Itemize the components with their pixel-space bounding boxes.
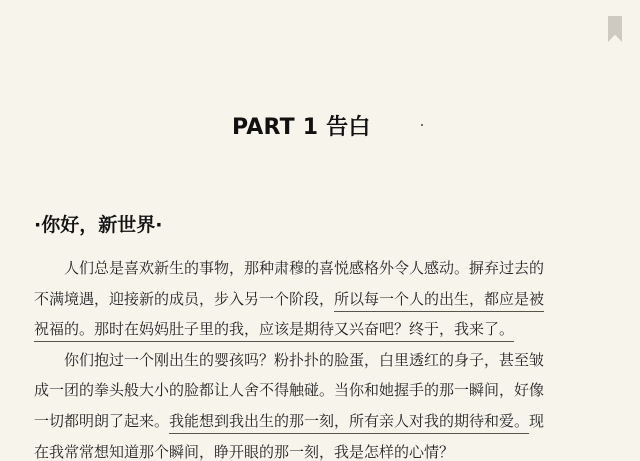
paragraph-1-line-2-plain: 不满境遇，迎接新的成员，步入另一个阶段，: [34, 290, 335, 308]
dot-marker: [421, 124, 423, 126]
paragraph-2-line-4: 在我常常想知道那个瞬间，睁开眼的那一刻，我是怎样的心情？: [34, 443, 455, 461]
paragraph-2-line-3-tail: 现: [529, 412, 545, 430]
paragraph-2-line-3-underlined: 我能想到我出生的那一刻，所有亲人对我的期待和爱。: [169, 412, 529, 434]
bookmark-icon[interactable]: [608, 16, 622, 42]
part-title: PART 1 告白: [232, 115, 371, 140]
paragraph-1-line-1: 人们总是喜欢新生的事物，那种肃穆的喜悦感格外令人感动。摒弃过去的: [64, 259, 545, 277]
paragraph-1-line-2: [34, 290, 544, 308]
paragraph-2-line-1: 你们抱过一个刚出生的婴孩吗？粉扑扑的脸蛋，白里透红的身子，甚至皱: [64, 351, 545, 369]
paragraph-1-line-3-underlined: 祝福的。那时在妈妈肚子里的我，应该是期待又兴奋吧？终于，我来了。: [34, 320, 514, 342]
paragraph-2-line-3-plain: 一切都明朗了起来。: [34, 412, 170, 430]
paragraph-1-line-2-underlined: 所以每一个人的出生，都应是被: [334, 290, 544, 312]
paragraph-1-line-3: [34, 320, 514, 338]
paragraph-2-line-3: [34, 412, 544, 430]
section-heading: ·你好，新世界·: [34, 214, 163, 236]
paragraph-2-line-2: 成一团的拳头般大小的脸都让人舍不得触碰。当你和她握手的那一瞬间，好像: [34, 381, 545, 399]
